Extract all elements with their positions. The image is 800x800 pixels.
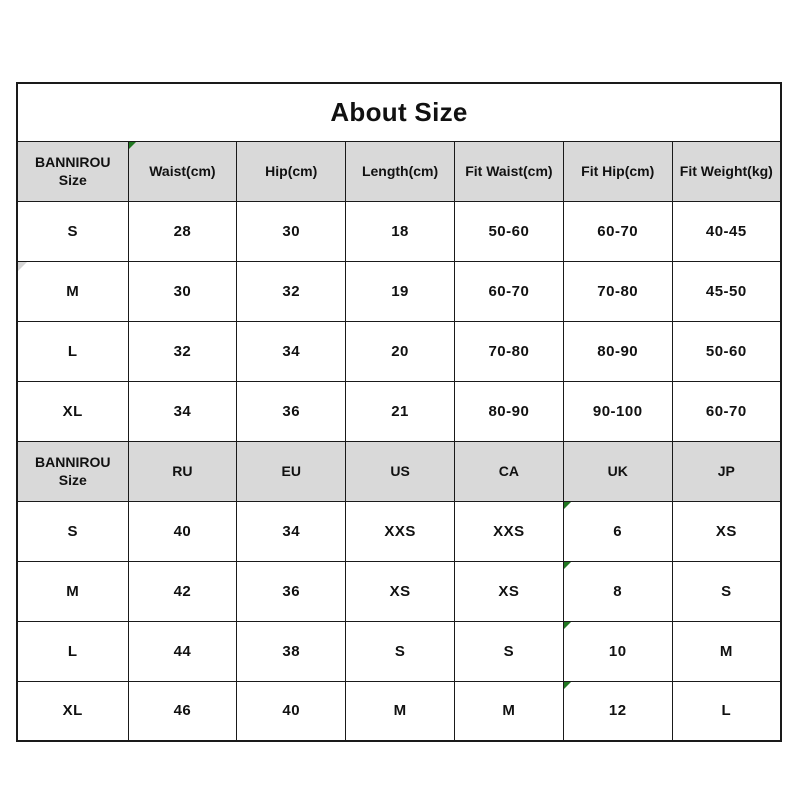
column-header: UK (563, 441, 672, 501)
column-header: BANNIROU Size (17, 441, 128, 501)
table-cell: 60-70 (563, 201, 672, 261)
header-row (17, 141, 781, 201)
table-cell: XXS (346, 501, 455, 561)
table-cell: 70-80 (563, 261, 672, 321)
size-chart-body (17, 83, 781, 741)
table-cell: M (17, 561, 128, 621)
size-row-m (17, 261, 781, 321)
column-header: US (346, 441, 455, 501)
table-cell: 32 (128, 321, 237, 381)
table-cell: 90-100 (563, 381, 672, 441)
size-row-s (17, 501, 781, 561)
table-cell: 30 (237, 201, 346, 261)
table-cell: 40 (237, 681, 346, 741)
column-header: Length(cm) (346, 141, 455, 201)
table-cell: 34 (237, 501, 346, 561)
page-title: About Size (17, 83, 781, 141)
table-cell: 80-90 (563, 321, 672, 381)
table-cell: L (17, 621, 128, 681)
table-cell: S (672, 561, 781, 621)
green-corner-indicator-icon (564, 562, 571, 569)
table-cell: XS (454, 561, 563, 621)
size-row-l (17, 321, 781, 381)
table-cell: 80-90 (454, 381, 563, 441)
table-cell: S (454, 621, 563, 681)
table-cell: 60-70 (454, 261, 563, 321)
table-cell: XS (672, 501, 781, 561)
table-cell: 19 (346, 261, 455, 321)
green-corner-indicator-icon (564, 622, 571, 629)
table-cell: 38 (237, 621, 346, 681)
size-chart-table (16, 82, 782, 742)
size-row-m (17, 561, 781, 621)
table-cell: 10 (563, 621, 672, 681)
column-header: RU (128, 441, 237, 501)
table-cell: 40-45 (672, 201, 781, 261)
size-row-l (17, 621, 781, 681)
table-cell: 21 (346, 381, 455, 441)
header-row (17, 441, 781, 501)
green-corner-indicator-icon (129, 142, 136, 149)
table-cell: XL (17, 681, 128, 741)
table-cell: 32 (237, 261, 346, 321)
table-cell: S (346, 621, 455, 681)
size-row-xl (17, 681, 781, 741)
table-cell: S (17, 501, 128, 561)
table-cell: 36 (237, 561, 346, 621)
table-cell: XL (17, 381, 128, 441)
table-cell: S (17, 201, 128, 261)
column-header: Fit Hip(cm) (563, 141, 672, 201)
table-cell: 50-60 (672, 321, 781, 381)
table-cell: L (672, 681, 781, 741)
column-header: EU (237, 441, 346, 501)
faded-corner-mark (18, 262, 27, 271)
table-cell: 40 (128, 501, 237, 561)
green-corner-indicator-icon (564, 682, 571, 689)
column-header: Hip(cm) (237, 141, 346, 201)
table-cell: 44 (128, 621, 237, 681)
table-cell: M (346, 681, 455, 741)
size-row-s (17, 201, 781, 261)
size-row-xl (17, 381, 781, 441)
table-cell: 42 (128, 561, 237, 621)
table-cell: 12 (563, 681, 672, 741)
table-cell: 46 (128, 681, 237, 741)
table-cell: XXS (454, 501, 563, 561)
table-cell: 70-80 (454, 321, 563, 381)
table-cell: 30 (128, 261, 237, 321)
table-cell: 8 (563, 561, 672, 621)
column-header: BANNIROU Size (17, 141, 128, 201)
table-cell: M (17, 261, 128, 321)
table-cell: 18 (346, 201, 455, 261)
green-corner-indicator-icon (564, 502, 571, 509)
column-header: Waist(cm) (128, 141, 237, 201)
table-cell: 34 (237, 321, 346, 381)
table-cell: 6 (563, 501, 672, 561)
table-cell: M (454, 681, 563, 741)
table-cell: 45-50 (672, 261, 781, 321)
table-cell: 60-70 (672, 381, 781, 441)
table-cell: L (17, 321, 128, 381)
table-cell: 50-60 (454, 201, 563, 261)
column-header: Fit Weight(kg) (672, 141, 781, 201)
table-cell: 28 (128, 201, 237, 261)
column-header: JP (672, 441, 781, 501)
table-cell: XS (346, 561, 455, 621)
table-cell: 20 (346, 321, 455, 381)
table-cell: 34 (128, 381, 237, 441)
table-cell: 36 (237, 381, 346, 441)
column-header: CA (454, 441, 563, 501)
column-header: Fit Waist(cm) (454, 141, 563, 201)
table-cell: M (672, 621, 781, 681)
title-row (17, 83, 781, 141)
